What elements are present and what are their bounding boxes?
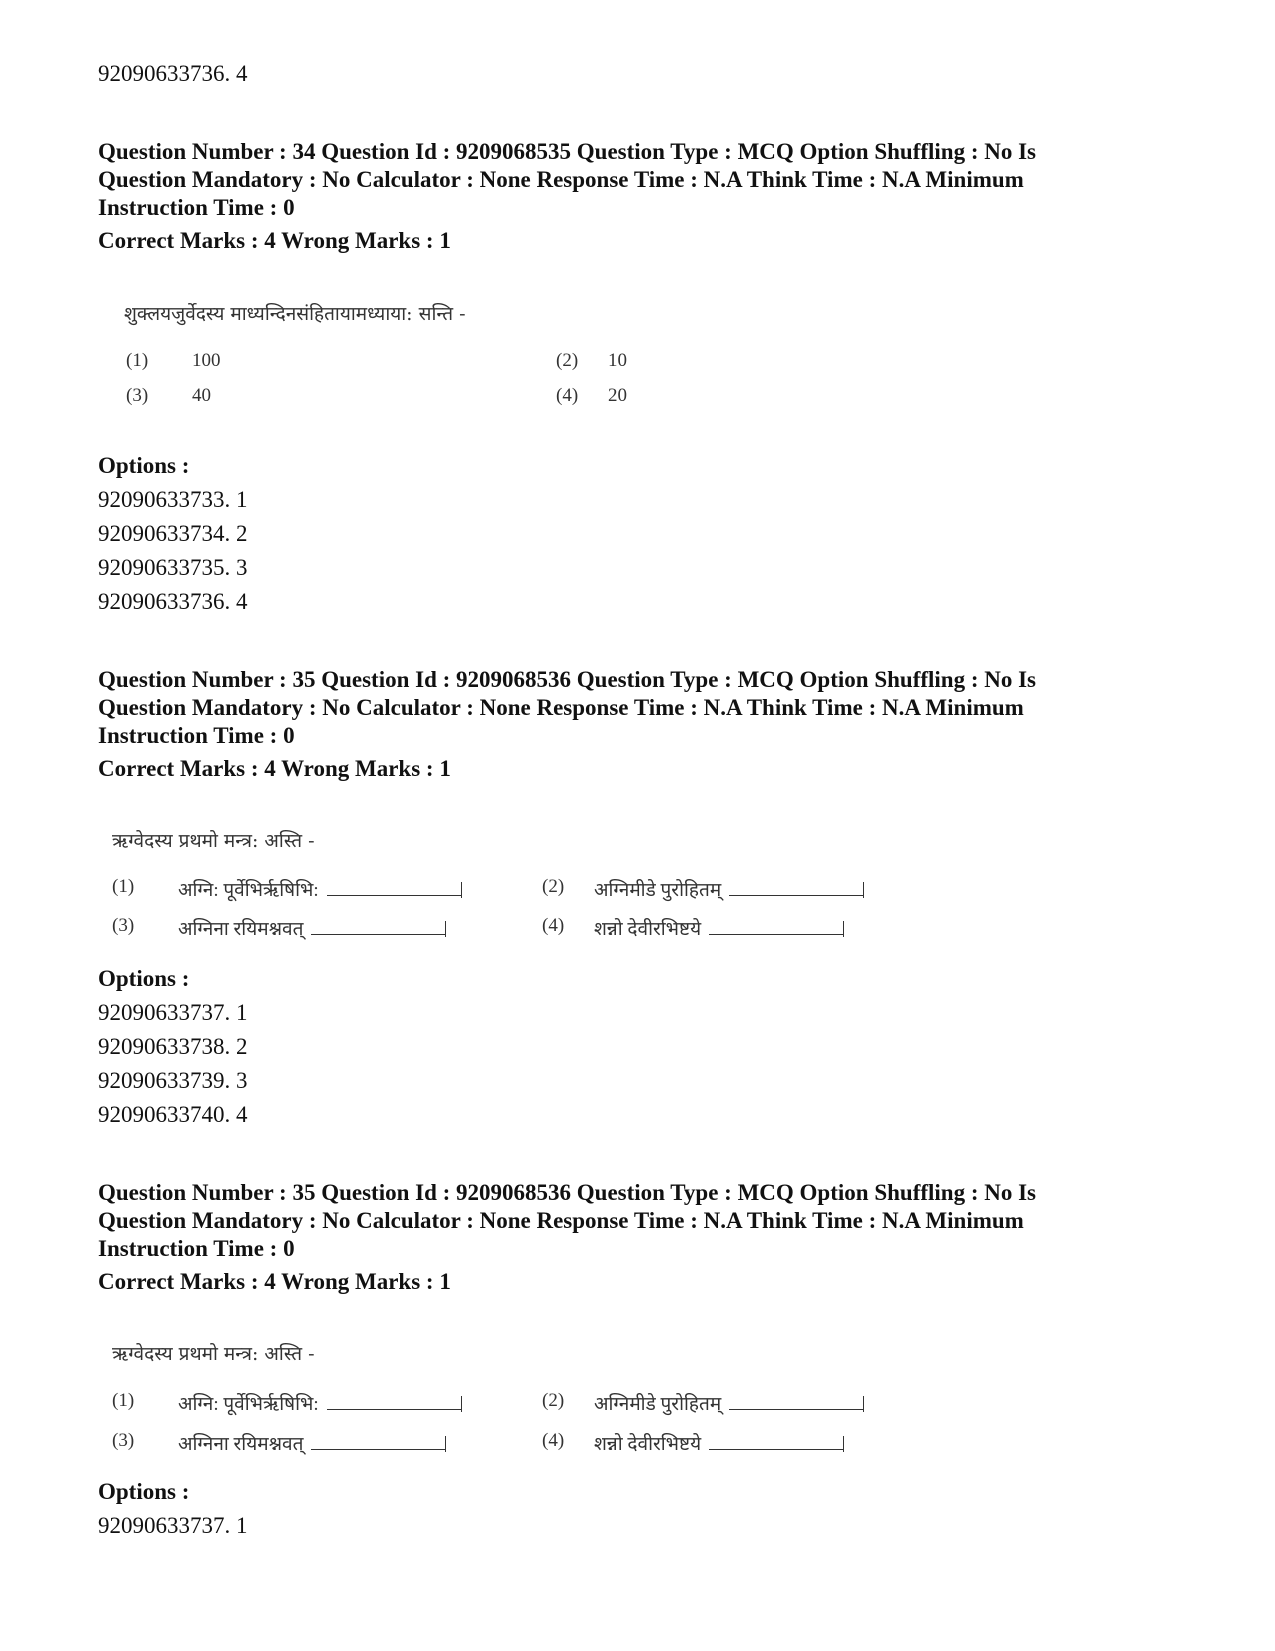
question-header-line-2: Question Mandatory : No Calculator : None Response Time : N.A Think Time : N.A Minimum [98, 167, 1024, 192]
choice-text: अग्नि: पूर्वेभिर्ऋषिभि: [178, 880, 319, 901]
question-stem: ऋग्वेदस्य प्रथमो मन्त्र: अस्ति - [112, 830, 315, 852]
danda-mark [461, 1396, 462, 1412]
danda-mark [445, 921, 446, 937]
answer-blank [709, 1435, 843, 1450]
top-option-line: 92090633736. 4 [98, 61, 248, 86]
answer-blank [729, 1395, 863, 1410]
choice-number: (1) [126, 350, 149, 371]
choice-item [178, 1390, 462, 1416]
choice-item [594, 915, 844, 941]
choice-text: 10 [608, 350, 627, 371]
answer-blank [709, 920, 843, 935]
option-line: 92090633737. 1 [98, 1000, 248, 1025]
question-header-line-1: Question Number : 35 Question Id : 9209068536 Question Type : MCQ Option Shuffling : No Is [98, 1180, 1037, 1205]
choice-text: शन्नो देवीरभिष्टये [594, 919, 702, 940]
choice-text: अग्निमीडे पुरोहितम् [594, 880, 722, 901]
choice-item [178, 876, 462, 902]
answer-blank [729, 881, 863, 896]
choice-item [594, 876, 864, 902]
question-marks: Correct Marks : 4 Wrong Marks : 1 [98, 228, 451, 253]
choice-number: (4) [542, 1430, 565, 1451]
options-label: Options : [98, 1479, 190, 1504]
question-header-line-1: Question Number : 35 Question Id : 9209068536 Question Type : MCQ Option Shuffling : No Is [98, 667, 1037, 692]
question-header-line-2: Question Mandatory : No Calculator : None Response Time : N.A Think Time : N.A Minimum [98, 1208, 1024, 1233]
choice-text: अग्निमीडे पुरोहितम् [594, 1394, 722, 1415]
choice-number: (3) [112, 1430, 135, 1451]
option-line: 92090633737. 1 [98, 1513, 248, 1538]
option-line: 92090633736. 4 [98, 589, 248, 614]
choice-item [594, 1430, 844, 1456]
question-marks: Correct Marks : 4 Wrong Marks : 1 [98, 1269, 451, 1294]
choice-text: अग्नि: पूर्वेभिर्ऋषिभि: [178, 1394, 319, 1415]
choice-text: अग्निना रयिमश्नवत् [178, 919, 304, 940]
question-stem: शुक्लयजुर्वेदस्य माध्यन्दिनसंहितायामध्याया: सन्ति - [124, 303, 466, 325]
choice-number: (1) [112, 876, 135, 897]
options-label: Options : [98, 453, 190, 478]
danda-mark [843, 921, 844, 937]
answer-blank [327, 881, 461, 896]
choice-text: 20 [608, 385, 627, 406]
choice-item [178, 1430, 446, 1456]
danda-mark [863, 882, 864, 898]
option-line: 92090633740. 4 [98, 1102, 248, 1127]
choice-number: (3) [126, 385, 149, 406]
options-label: Options : [98, 966, 190, 991]
option-line: 92090633735. 3 [98, 555, 248, 580]
choice-text: शन्नो देवीरभिष्टये [594, 1434, 702, 1455]
choice-number: (4) [542, 915, 565, 936]
danda-mark [445, 1436, 446, 1452]
question-header-line-1: Question Number : 34 Question Id : 9209068535 Question Type : MCQ Option Shuffling : No Is [98, 139, 1037, 164]
question-header-line-3: Instruction Time : 0 [98, 195, 295, 220]
choice-item [178, 915, 446, 941]
question-header-line-3: Instruction Time : 0 [98, 723, 295, 748]
danda-mark [461, 882, 462, 898]
option-line: 92090633733. 1 [98, 487, 248, 512]
choice-number: (3) [112, 915, 135, 936]
choice-text: 40 [192, 385, 211, 406]
choice-number: (4) [556, 385, 579, 406]
option-line: 92090633738. 2 [98, 1034, 248, 1059]
option-line: 92090633734. 2 [98, 521, 248, 546]
choice-text: अग्निना रयिमश्नवत् [178, 1434, 304, 1455]
danda-mark [863, 1396, 864, 1412]
choice-number: (2) [542, 1390, 565, 1411]
option-line: 92090633739. 3 [98, 1068, 248, 1093]
choice-text: 100 [192, 350, 221, 371]
answer-blank [311, 920, 445, 935]
answer-blank [327, 1395, 461, 1410]
choice-item [594, 1390, 864, 1416]
question-header-line-2: Question Mandatory : No Calculator : None Response Time : N.A Think Time : N.A Minimum [98, 695, 1024, 720]
choice-number: (2) [556, 350, 579, 371]
answer-blank [311, 1435, 445, 1450]
choice-number: (1) [112, 1390, 135, 1411]
question-header-line-3: Instruction Time : 0 [98, 1236, 295, 1261]
question-marks: Correct Marks : 4 Wrong Marks : 1 [98, 756, 451, 781]
danda-mark [843, 1436, 844, 1452]
choice-number: (2) [542, 876, 565, 897]
question-stem: ऋग्वेदस्य प्रथमो मन्त्र: अस्ति - [112, 1343, 315, 1365]
